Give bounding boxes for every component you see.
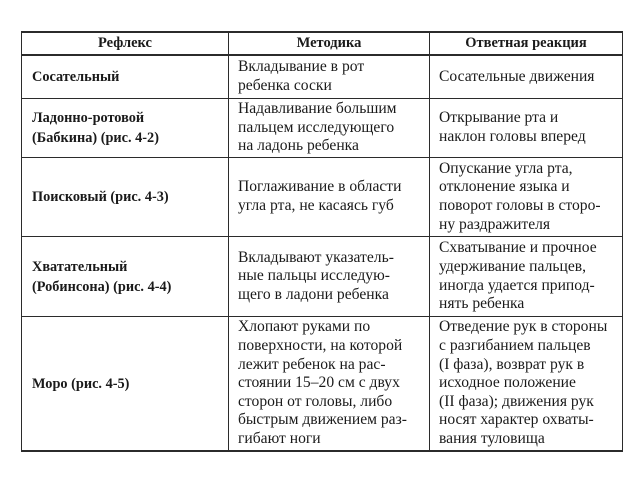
cell-line: ну раздражителя	[439, 215, 551, 233]
cell-line: (II фаза); движения рук	[439, 392, 594, 410]
cell-line: Ладонно-ротовой	[32, 110, 145, 126]
header-reflex: Рефлекс	[22, 32, 229, 55]
cell-line: быстрым движением раз-	[238, 411, 407, 429]
method-cell	[229, 55, 430, 99]
cell-line: угла рта, не касаясь губ	[238, 197, 394, 214]
reflex-cell	[22, 158, 229, 237]
cell-line: гибают ноги	[238, 429, 321, 447]
response-cell	[430, 55, 623, 99]
cell-line: Сосательный	[32, 69, 120, 85]
table-row	[22, 317, 623, 452]
cell-line: Сосательные движения	[439, 67, 595, 85]
cell-line: с разгибанием пальцев	[439, 337, 591, 355]
cell-line: удерживание пальцев,	[439, 257, 586, 275]
reflex-cell	[22, 99, 229, 158]
cell-line: Моро (рис. 4-5)	[32, 375, 130, 392]
cell-line: носят характер охваты-	[439, 411, 594, 429]
cell-line: пальцем исследующего	[238, 118, 395, 136]
cell-line: Открывание рта и	[439, 109, 559, 127]
header-method: Методика	[229, 32, 430, 55]
cell-line: поворот головы в сторо-	[439, 197, 601, 214]
cell-line: Вкладывают указатель-	[238, 248, 394, 266]
cell-line: стоянии 15–20 см с двух	[238, 374, 400, 392]
cell-line: (Робинсона) (рис. 4-4)	[32, 278, 172, 295]
method-cell	[229, 99, 430, 158]
response-cell	[430, 317, 623, 452]
cell-line: Надавливание большим	[238, 100, 397, 118]
reflex-table	[21, 31, 623, 452]
cell-line: поверхности, на которой	[238, 337, 403, 355]
reflex-table-container	[21, 31, 622, 461]
cell-line: исходное положение	[439, 374, 576, 392]
response-cell	[430, 158, 623, 237]
cell-line: Вкладывание в рот	[238, 58, 365, 76]
header-response: Ответная реакция	[430, 32, 623, 55]
method-cell	[229, 158, 430, 237]
cell-line: Хлопают руками по	[238, 318, 371, 336]
cell-line: ные пальцы исследую-	[238, 267, 390, 285]
cell-line: (Бабкина) (рис. 4-2)	[32, 130, 159, 146]
cell-line: лежит ребенок на рас-	[238, 355, 386, 373]
method-cell	[229, 237, 430, 317]
cell-line: наклон головы вперед	[439, 128, 586, 145]
cell-line: Хватательный	[32, 258, 128, 275]
method-cell	[229, 317, 430, 452]
table-header-row	[22, 32, 623, 55]
cell-line: Схватывание и прочное	[439, 239, 597, 257]
cell-line: нять ребенка	[439, 295, 525, 313]
cell-line: сторон от головы, либо	[238, 392, 393, 410]
table-row	[22, 237, 623, 317]
reflex-cell	[22, 55, 229, 99]
reflex-cell	[22, 237, 229, 317]
cell-line: отклонение языка и	[439, 178, 570, 196]
cell-line: Поглаживание в области	[238, 178, 402, 196]
cell-line: (I фаза), возврат рук в	[439, 355, 585, 373]
table-row	[22, 55, 623, 99]
cell-line: Опускание угла рта,	[439, 159, 573, 177]
cell-line: щего в ладони ребенка	[238, 285, 389, 303]
cell-line: Поисковый (рис. 4-3)	[32, 189, 169, 205]
reflex-cell	[22, 317, 229, 452]
table-row	[22, 99, 623, 158]
table-row	[22, 158, 623, 237]
cell-line: на ладонь ребенка	[238, 137, 359, 155]
cell-line: Отведение рук в стороны	[439, 318, 608, 336]
response-cell	[430, 99, 623, 158]
cell-line: вания туловища	[439, 429, 545, 447]
cell-line: иногда удается припод-	[439, 276, 595, 294]
response-cell	[430, 237, 623, 317]
cell-line: ребенка соски	[238, 77, 332, 94]
